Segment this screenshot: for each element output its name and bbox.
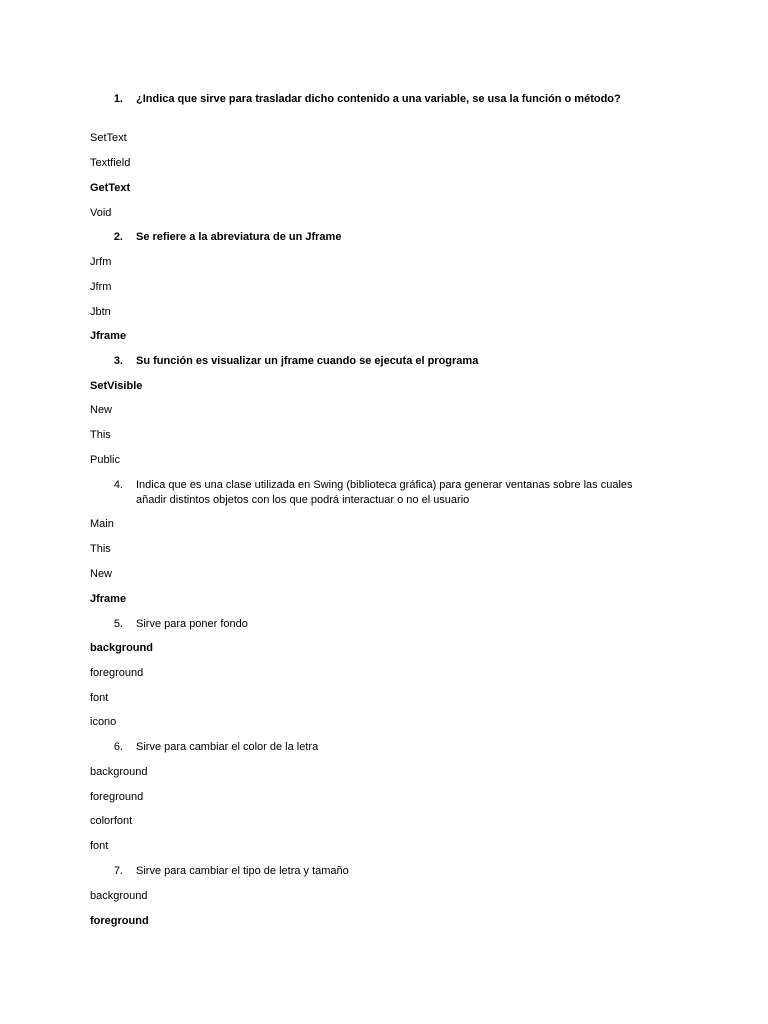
answer-option: SetText [90,132,127,144]
answer-option: foreground [90,791,144,803]
answer-option-correct: Jframe [90,593,127,605]
question-number: 1. [113,93,123,105]
answer-option: colorfont [90,815,133,827]
answer-option: Jbtn [90,306,111,318]
question-number: 6. [113,741,123,753]
answer-option: font [90,840,109,852]
answer-option: icono [90,716,117,728]
answer-option: This [90,543,111,555]
answer-option: New [90,568,113,580]
question-number: 3. [113,355,123,367]
answer-option: Void [90,207,112,219]
answer-option-correct: background [90,642,153,654]
question-text: Sirve para cambiar el color de la letra [136,741,319,753]
answer-option: Public [90,454,120,466]
answer-option: foreground [90,667,144,679]
question-text: Su función es visualizar un jframe cuando se ejecuta el programa [136,355,479,367]
question-number: 7. [113,865,123,877]
answer-option: background [90,890,148,902]
question-text-line1: Indica que es una clase utilizada en Swing (biblioteca gráfica) para generar ventanas sobre las cuales [136,479,633,491]
answer-option: Jrfm [90,256,112,268]
answer-option-correct: GetText [90,182,131,194]
question-text-line2: añadir distintos objetos con los que podrá interactuar o no el usuario [136,494,470,506]
answer-option-correct: SetVisible [90,380,143,392]
answer-option: Main [90,518,114,530]
answer-option: Textfield [90,157,131,169]
answer-option-correct: foreground [90,915,149,927]
answer-option-correct: Jframe [90,330,127,342]
answer-option: font [90,692,109,704]
question-number: 5. [113,618,123,630]
question-number: 4. [113,479,123,491]
question-text: ¿Indica que sirve para trasladar dicho contenido a una variable, se usa la función o método? [136,93,621,105]
answer-option: New [90,404,113,416]
answer-option: This [90,429,111,441]
question-text: Sirve para cambiar el tipo de letra y tamaño [136,865,349,877]
question-text: Sirve para poner fondo [136,618,248,630]
question-number: 2. [113,231,123,243]
question-text: Se refiere a la abreviatura de un Jframe [136,231,342,243]
answer-option: Jfrm [90,281,112,293]
answer-option: background [90,766,148,778]
